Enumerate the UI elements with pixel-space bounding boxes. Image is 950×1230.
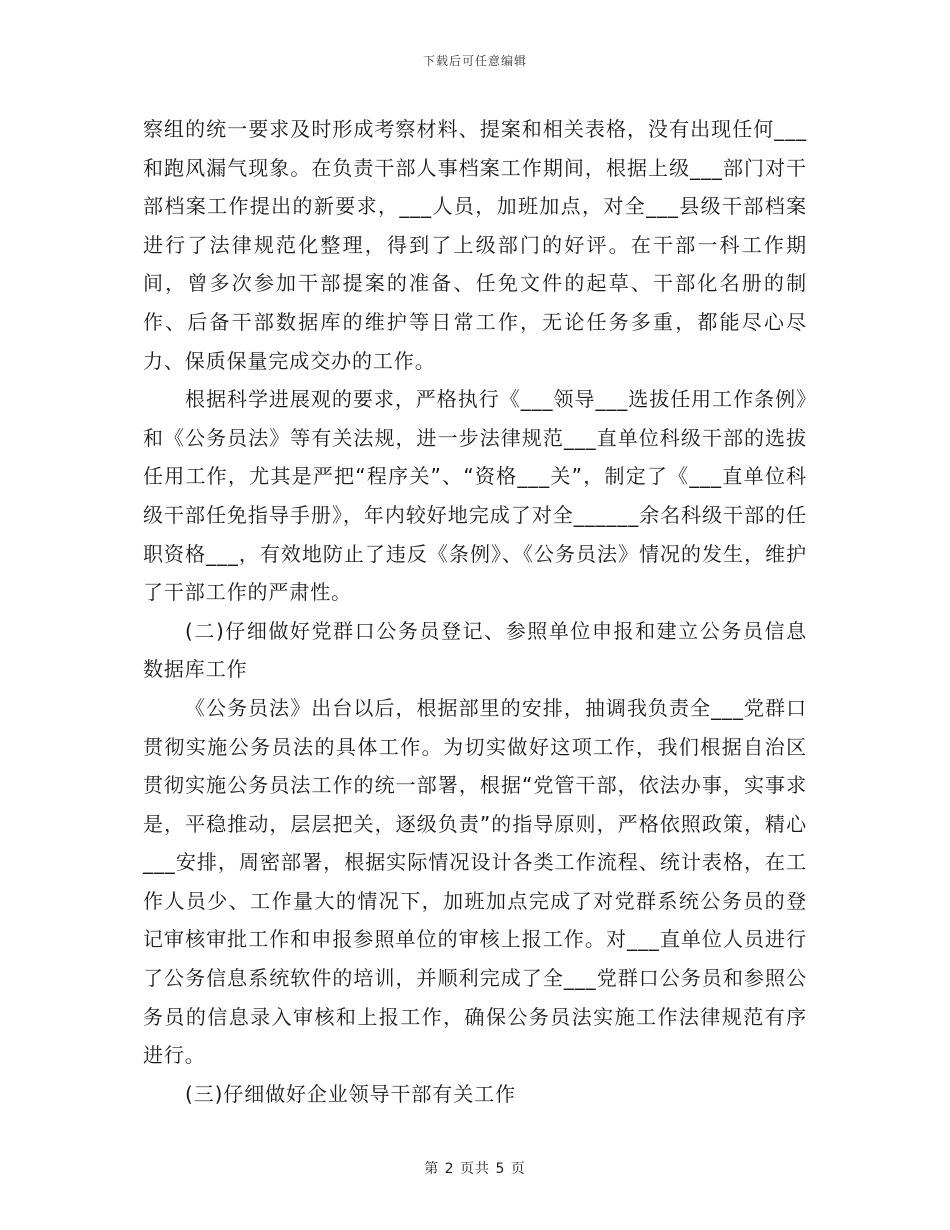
page-footer: 第 2 页共 5 页 — [424, 1161, 526, 1177]
document-body — [143, 110, 807, 1113]
page-header: 下载后可任意编辑 — [422, 54, 527, 68]
paragraph-3: 《公务员法》出台以后，根据部里的安排，抽调我负责全___党群口贯彻实施公务员法的具体工作。为切实做好这项工作，我们根据自治区贯彻实施公务员法工作的统一部署，根据“党管干部，依法办事，实事求是，平稳推动，层层把关，逐级负责”的指导原则，严格依照政策，精心___安排，周密部署，根据实际情况设计各类工作流程、统计表格，在工作人员少、工作量大的情况下，加班加点完成了对党群系统公务员的登记审核审批工作和申报参照单位的审核上报工作。对___直单位人员进行了公务信息系统软件的培训，并顺利完成了全___党群口公务员和参照公务员的信息录入审核和上报工作，确保公务员法实施工作法律规范有序进行。 — [143, 695, 807, 1068]
paragraph-2: 根据科学进展观的要求，严格执行《___领导___选拔任用工作条例》和《公务员法》等有关法规，进一步法律规范___直单位科级干部的选拔任用工作，尤其是严把“程序关”、“资格___关”，制定了《___直单位科级干部任免指导手册》，年内较好地完成了对全______余名科级干部的任职资格___，有效地防止了违反《条例》、《公务员法》情况的发生，维护了干部工作的严肃性。 — [143, 387, 807, 605]
paragraph-1: 察组的统一要求及时形成考察材料、提案和相关表格，没有出现任何___和跑风漏气现象。在负责干部人事档案工作期间，根据上级___部门对干部档案工作提出的新要求，___人员，加班加点，对全___县级干部档案进行了法律规范化整理，得到了上级部门的好评。在干部一科工作期间，曾多次参加干部提案的准备、任免文件的起草、干部化名册的制作、后备干部数据库的维护等日常工作，无论任务多重，都能尽心尽力、保质保量完成交办的工作。 — [143, 117, 807, 373]
section-heading-2: (二)仔细做好党群口公务员登记、参照单位申报和建立公务员信息数据库工作 — [143, 618, 807, 682]
section-heading-3: (三)仔细做好企业领导干部有关工作 — [185, 1081, 516, 1106]
